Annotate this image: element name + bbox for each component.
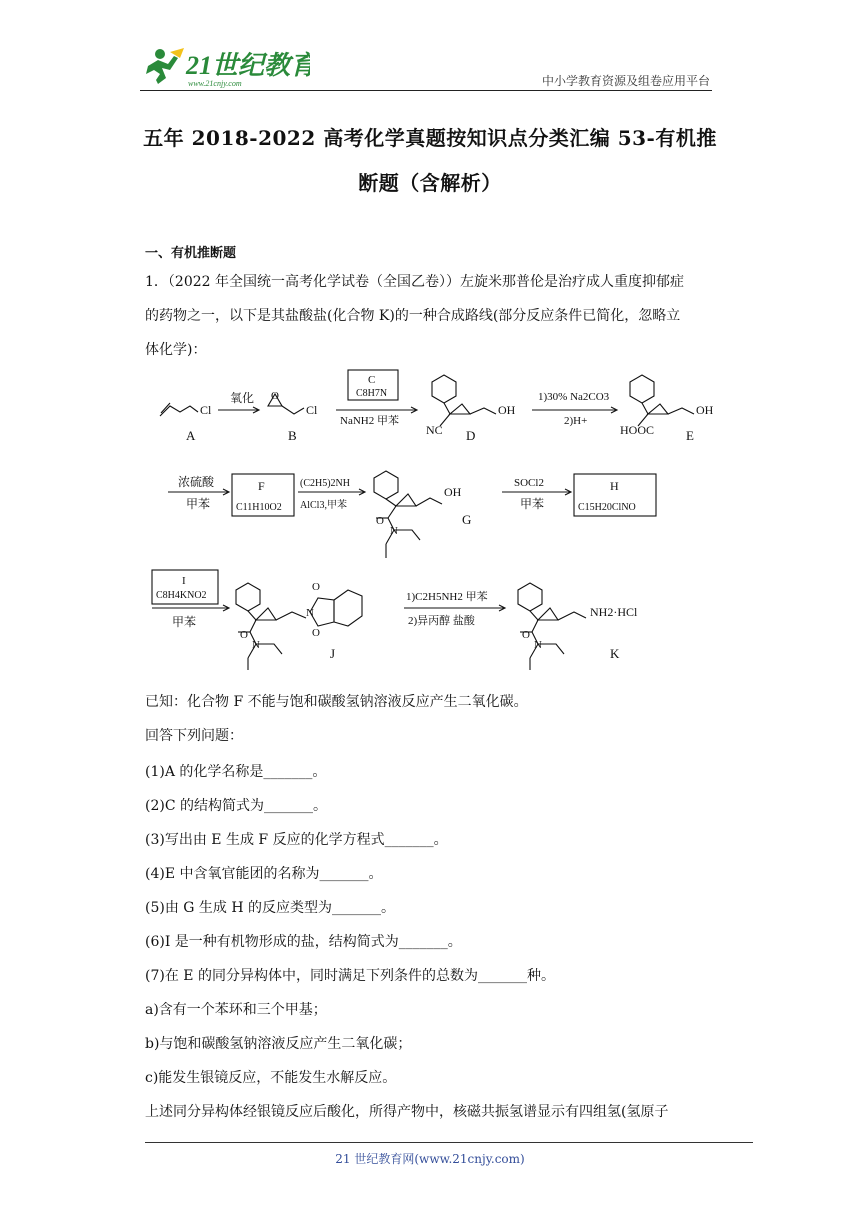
sub-question-2: (2)C 的结构简式为_______。 bbox=[145, 798, 327, 814]
condition-h2so4: 浓硫酸 bbox=[178, 475, 215, 489]
compound-d-benzene bbox=[432, 375, 456, 403]
svg-text:O: O bbox=[312, 581, 320, 593]
reagent-oxidize: 氧化 bbox=[230, 391, 255, 405]
condition-toluene-2: 甲苯 bbox=[520, 497, 545, 511]
header-divider bbox=[140, 90, 712, 91]
label-cl-b: Cl bbox=[306, 403, 318, 417]
condition-c: c)能发生银镜反应，不能发生水解反应。 bbox=[145, 1070, 397, 1086]
label-nh2-hcl: NH2·HCl bbox=[590, 605, 638, 619]
condition-diethylamine: (C2H5)2NH bbox=[300, 478, 350, 489]
svg-text:O: O bbox=[271, 390, 279, 402]
synthesis-scheme bbox=[150, 368, 750, 684]
continuation-text: 上述同分异构体经银镜反应后酸化，所得产物中，核磁共振氢谱显示有四组氢(氢原子 bbox=[145, 1104, 669, 1120]
sub-question-5: (5)由 G 生成 H 的反应类型为_______。 bbox=[145, 900, 396, 916]
footer-link[interactable]: 21 世纪教育网(www.21cnjy.com) bbox=[335, 1152, 525, 1166]
condition-na2co3: 1)30% Na2CO3 bbox=[538, 391, 610, 403]
label-hooc: HOOC bbox=[620, 423, 655, 437]
label-oh-e: OH bbox=[696, 403, 714, 417]
known-condition: 已知：化合物 F 不能与饱和碳酸氢钠溶液反应产生二氧化碳。 bbox=[145, 694, 528, 710]
box-f-label: F bbox=[258, 479, 265, 493]
box-i-label: I bbox=[182, 575, 186, 587]
label-cl-a: Cl bbox=[200, 403, 212, 417]
footer-divider bbox=[145, 1142, 753, 1143]
label-a: A bbox=[186, 428, 196, 443]
label-e: E bbox=[686, 428, 694, 443]
logo-url: www.21cnjy.com bbox=[188, 79, 242, 88]
condition-isopropanol: 2)异丙醇 盐酸 bbox=[408, 615, 475, 627]
sub-question-1: (1)A 的化学名称是_______。 bbox=[145, 764, 327, 780]
question-intro-line1: 1．（2022 年全国统一高考化学试卷（全国乙卷））左旋米那普伦是治疗成人重度抑郁症 bbox=[145, 274, 684, 290]
label-j: J bbox=[330, 646, 336, 661]
section-heading: 一、有机推断题 bbox=[145, 246, 237, 261]
condition-socl2: SOCl2 bbox=[514, 477, 544, 489]
document-title-line1: 五年 2018-2022 高考化学真题按知识点分类汇编 53-有机推 bbox=[143, 126, 717, 150]
label-g: G bbox=[462, 512, 472, 527]
question-intro-line3: 体化学)： bbox=[145, 342, 207, 358]
svg-text:O: O bbox=[376, 515, 384, 527]
label-oh-d: OH bbox=[498, 403, 516, 417]
condition-nanh2: NaNH2 甲苯 bbox=[340, 415, 399, 427]
label-d: D bbox=[466, 428, 476, 443]
sub-question-3: (3)写出由 E 生成 F 反应的化学方程式_______。 bbox=[145, 832, 448, 848]
svg-text:N: N bbox=[534, 639, 542, 651]
box-h-label: H bbox=[610, 479, 619, 493]
box-f-formula: C11H10O2 bbox=[236, 502, 282, 513]
site-logo[interactable] bbox=[140, 44, 310, 90]
runner-logo-icon bbox=[146, 48, 184, 84]
box-i-formula: C8H4KNO2 bbox=[156, 590, 207, 601]
document-title-line2: 断题（含解析） bbox=[358, 171, 502, 195]
label-oh-g: OH bbox=[444, 485, 462, 499]
sub-question-6: (6)I 是一种有机物形成的盐，结构简式为_______。 bbox=[145, 934, 462, 950]
sub-question-4: (4)E 中含氧官能团的名称为_______。 bbox=[145, 866, 383, 882]
box-c-label: C bbox=[368, 374, 376, 386]
svg-text:O: O bbox=[240, 629, 248, 641]
label-nc: NC bbox=[426, 423, 443, 437]
svg-text:N: N bbox=[252, 639, 260, 651]
condition-acid: 2)H+ bbox=[564, 415, 588, 427]
condition-toluene-1: 甲苯 bbox=[186, 497, 211, 511]
condition-toluene-3: 甲苯 bbox=[172, 615, 197, 629]
header-platform-text: 中小学教育资源及组卷应用平台 bbox=[541, 74, 710, 88]
condition-a: a)含有一个苯环和三个甲基； bbox=[145, 1002, 327, 1018]
label-b: B bbox=[288, 428, 297, 443]
svg-text:N: N bbox=[390, 525, 398, 537]
svg-text:O: O bbox=[312, 627, 320, 639]
condition-ethylamine: 1)C2H5NH2 甲苯 bbox=[406, 591, 488, 603]
box-c-formula: C8H7N bbox=[356, 388, 388, 399]
box-h-formula: C15H20ClNO bbox=[578, 502, 636, 513]
answer-prompt: 回答下列问题： bbox=[145, 728, 243, 744]
question-intro-line2: 的药物之一，以下是其盐酸盐(化合物 K)的一种合成路线(部分反应条件已简化，忽略立 bbox=[145, 308, 681, 324]
condition-b: b)与饱和碳酸氢钠溶液反应产生二氧化碳； bbox=[145, 1036, 412, 1052]
svg-text:N: N bbox=[306, 607, 314, 619]
label-k: K bbox=[610, 646, 620, 661]
condition-alcl3: AlCl3,甲苯 bbox=[300, 500, 347, 511]
svg-text:O: O bbox=[522, 629, 530, 641]
sub-question-7: (7)在 E 的同分异构体中，同时满足下列条件的总数为_______种。 bbox=[145, 968, 555, 984]
logo-text: 21世纪教育 bbox=[186, 51, 310, 80]
